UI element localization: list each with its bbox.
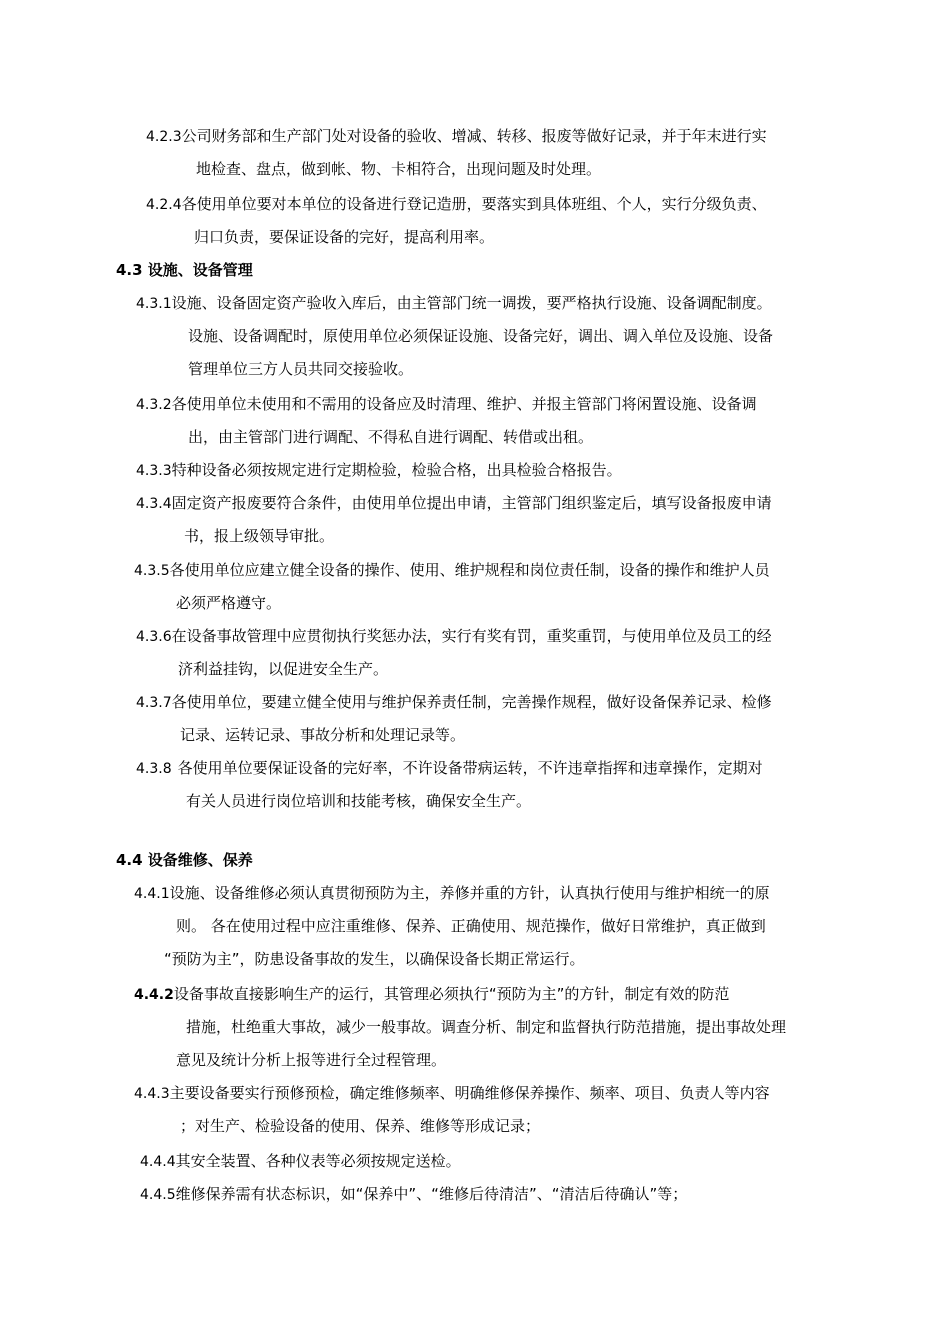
clause-text: 设施、设备维修必须认真贯彻预防为主，养修并重的方针，认真执行使用与维护相统一的原 xyxy=(169,884,770,902)
clause-4-4-5-line-1 xyxy=(140,1184,687,1204)
clause-4-3-1-line-1 xyxy=(136,293,772,313)
clause-4-3-2-line-1 xyxy=(136,394,757,414)
section-heading-4-4: 4.4 设备维修、保养 xyxy=(116,851,253,869)
clause-4-3-7-line-2: 记录、运转记录、事故分析和处理记录等。 xyxy=(180,726,466,744)
clause-text: 各使用单位应建立健全设备的操作、使用、维护规程和岗位责任制，设备的操作和维护人员 xyxy=(169,561,770,579)
clause-text: 各使用单位，要建立健全使用与维护保养责任制，完善操作规程，做好设备保养记录、检修 xyxy=(171,693,772,711)
clause-number: 4.3.1 xyxy=(136,296,172,312)
clause-number: 4.2.3 xyxy=(146,129,182,145)
clause-4-4-2-line-2: 措施，杜绝重大事故，减少一般事故。调查分析、制定和监督执行防范措施，提出事故处理 xyxy=(186,1018,787,1036)
clause-4-3-5-line-2: 必须严格遵守。 xyxy=(176,594,282,612)
clause-4-3-1-line-2: 设施、设备调配时，原使用单位必须保证设施、设备完好，调出、调入单位及设施、设备 xyxy=(188,327,774,345)
section-heading-4-3: 4.3 设施、设备管理 xyxy=(116,261,253,279)
clause-number: 4.3.7 xyxy=(136,695,172,711)
clause-4-3-2-line-2: 出，由主管部门进行调配、不得私自进行调配、转借或出租。 xyxy=(188,428,594,446)
clause-text: 设备事故直接影响生产的运行，其管理必须执行“预防为主”的方针，制定有效的防范 xyxy=(173,985,730,1003)
clause-4-3-6-line-1 xyxy=(136,626,772,646)
clause-4-3-5-line-1 xyxy=(134,560,770,580)
clause-4-4-2-line-3: 意见及统计分析上报等进行全过程管理。 xyxy=(176,1051,447,1069)
clause-4-4-3-line-1 xyxy=(134,1083,770,1103)
clause-4-3-3-line-1 xyxy=(136,460,622,480)
clause-4-2-3-line-2: 地检查、盘点，做到帐、物、卡相符合，出现问题及时处理。 xyxy=(196,160,602,178)
clause-4-4-4-line-1 xyxy=(140,1151,461,1171)
clause-4-3-7-line-1 xyxy=(136,692,772,712)
clause-text: 各使用单位要保证设备的完好率，不许设备带病运转，不许违章指挥和违章操作，定期对 xyxy=(177,759,763,777)
clause-4-4-1-line-3: “预防为主”，防患设备事故的发生，以确保设备长期正常运行。 xyxy=(164,950,585,968)
clause-4-4-3-line-2: ；对生产、检验设备的使用、保养、维修等形成记录； xyxy=(180,1117,541,1135)
clause-4-4-1-line-2: 则。 各在使用过程中应注重维修、保养、正确使用、规范操作，做好日常维护，真正做到 xyxy=(176,917,766,935)
clause-4-3-1-line-3: 管理单位三方人员共同交接验收。 xyxy=(188,360,414,378)
clause-4-2-4-line-1 xyxy=(146,194,767,214)
clause-number: 4.4.1 xyxy=(134,886,170,902)
clause-number: 4.3.6 xyxy=(136,629,172,645)
clause-4-3-4-line-2: 书，报上级领导审批。 xyxy=(184,527,335,545)
clause-number: 4.4.2 xyxy=(134,987,174,1003)
clause-text: 维修保养需有状态标识，如“保养中”、“维修后待清洁”、“清洁后待确认”等； xyxy=(175,1185,688,1203)
clause-4-3-8-line-2: 有关人员进行岗位培训和技能考核，确保安全生产。 xyxy=(186,792,532,810)
clause-text: 特种设备必须按规定进行定期检验，检验合格，出具检验合格报告。 xyxy=(171,461,622,479)
clause-text: 其安全装置、各种仪表等必须按规定送检。 xyxy=(175,1152,461,1170)
clause-text: 固定资产报废要符合条件，由使用单位提出申请，主管部门组织鉴定后，填写设备报废申请 xyxy=(171,494,772,512)
clause-text: 设施、设备固定资产验收入库后，由主管部门统一调拨，要严格执行设施、设备调配制度。 xyxy=(171,294,772,312)
clause-4-2-3-line-1 xyxy=(146,126,767,146)
clause-4-3-8-line-1 xyxy=(136,758,763,778)
clause-4-3-6-line-2: 济利益挂钩，以促进安全生产。 xyxy=(178,660,389,678)
clause-text: 公司财务部和生产部门处对设备的验收、增减、转移、报废等做好记录，并于年末进行实 xyxy=(181,127,767,145)
clause-number: 4.4.5 xyxy=(140,1187,176,1203)
clause-4-4-1-line-1 xyxy=(134,883,770,903)
clause-number: 4.2.4 xyxy=(146,197,182,213)
clause-4-2-4-line-2: 归口负责，要保证设备的完好，提高利用率。 xyxy=(194,228,495,246)
clause-number: 4.3.2 xyxy=(136,397,172,413)
clause-number: 4.4.3 xyxy=(134,1086,170,1102)
clause-text: 在设备事故管理中应贯彻执行奖惩办法，实行有奖有罚，重奖重罚，与使用单位及员工的经 xyxy=(171,627,772,645)
clause-4-3-4-line-1 xyxy=(136,493,772,513)
clause-number: 4.3.5 xyxy=(134,563,170,579)
clause-number: 4.3.8 xyxy=(136,761,172,777)
clause-text: 主要设备要实行预修预检，确定维修频率、明确维修保养操作、频率、项目、负责人等内容 xyxy=(169,1084,770,1102)
clause-number: 4.3.4 xyxy=(136,496,172,512)
clause-number: 4.4.4 xyxy=(140,1154,176,1170)
clause-text: 各使用单位未使用和不需用的设备应及时清理、维护、并报主管部门将闲置设施、设备调 xyxy=(171,395,757,413)
clause-4-4-2-line-1 xyxy=(134,984,729,1004)
clause-text: 各使用单位要对本单位的设备进行登记造册，要落实到具体班组、个人，实行分级负责、 xyxy=(181,195,767,213)
clause-number: 4.3.3 xyxy=(136,463,172,479)
